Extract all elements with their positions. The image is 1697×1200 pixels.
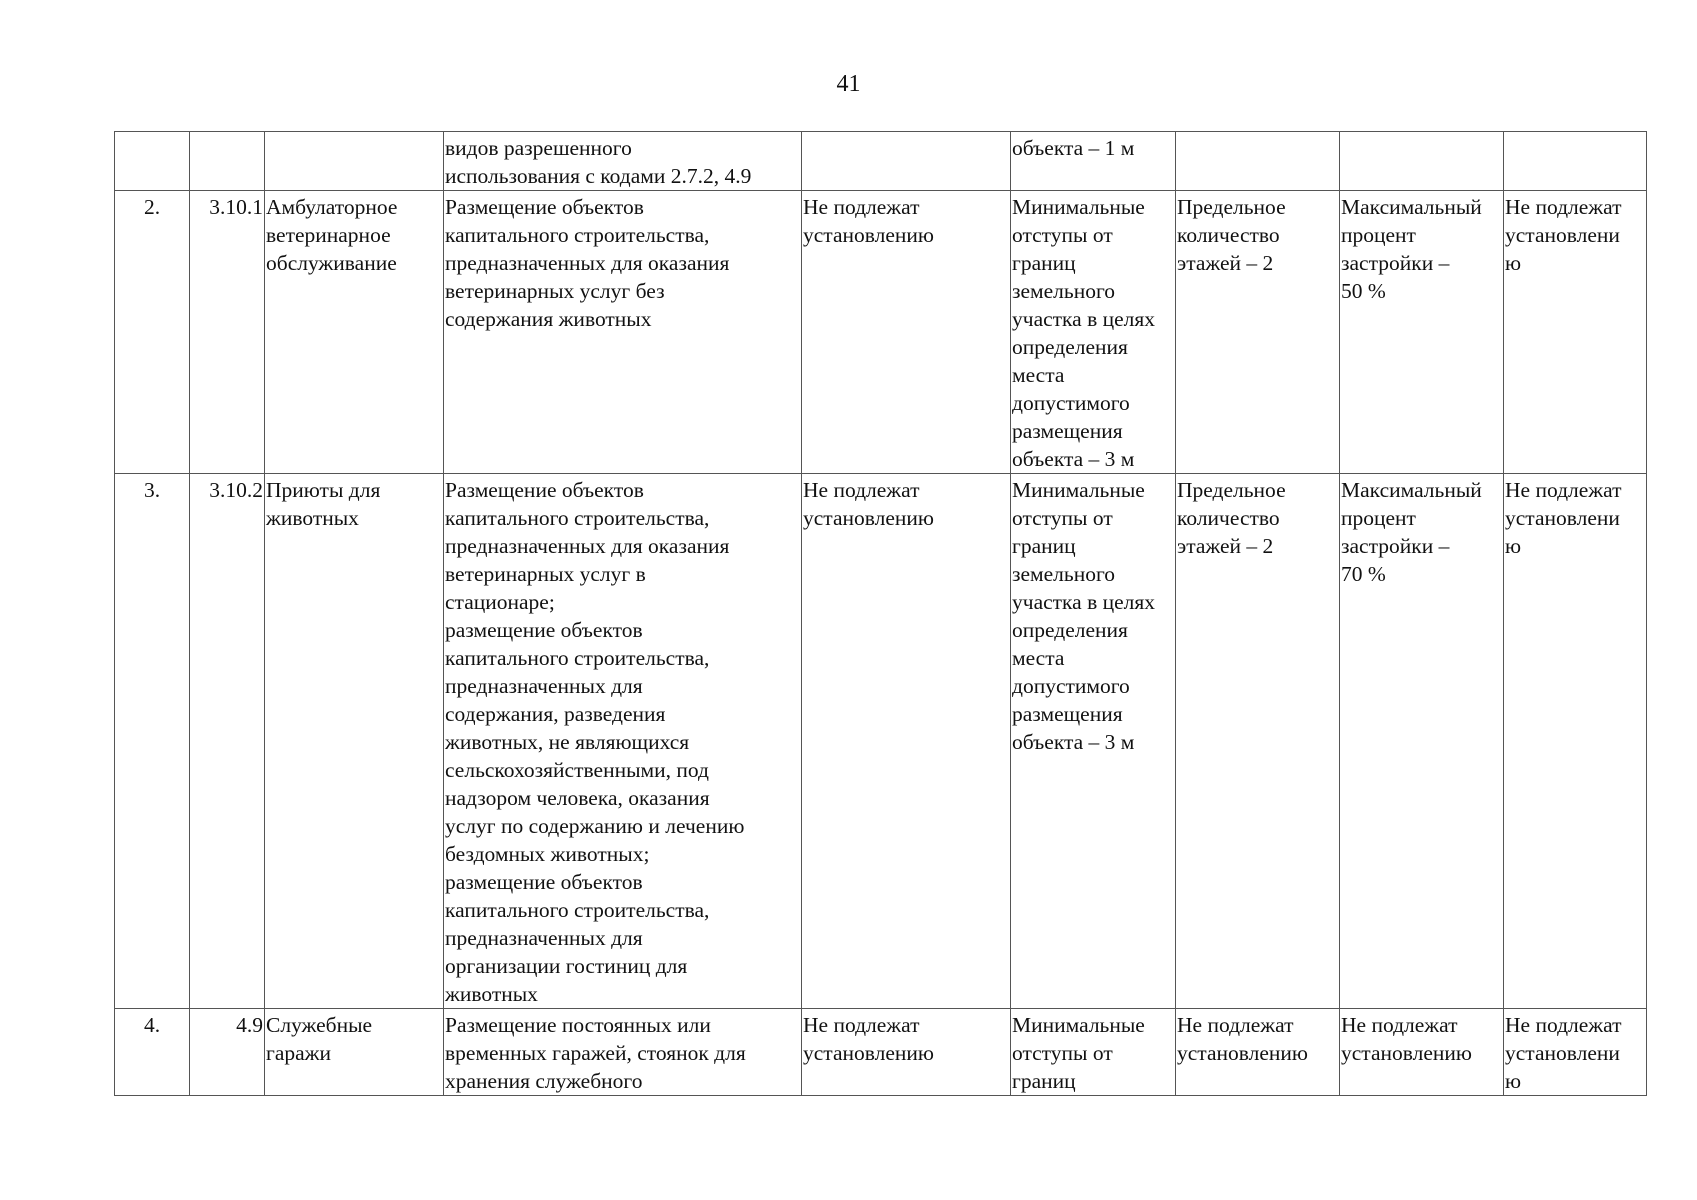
plot-area-cell: Не подлежат установлению	[802, 474, 1011, 1009]
table-row	[115, 191, 1647, 474]
use-description-cell: видов разрешенного использования с кодами 2.7.2, 4.9	[444, 132, 802, 191]
use-code-cell: 3.10.1	[190, 191, 265, 474]
land-use-table	[114, 131, 1647, 1096]
row-number-cell: 4.	[115, 1009, 190, 1096]
coverage-cell: Максимальный процент застройки – 70 %	[1340, 474, 1504, 1009]
plot-area-cell: Не подлежат установлению	[802, 1009, 1011, 1096]
other-params-cell: Не подлежат установлени ю	[1504, 1009, 1647, 1096]
coverage-cell	[1340, 132, 1504, 191]
use-name-cell: Приюты для животных	[265, 474, 444, 1009]
use-name-cell: Амбулаторное ветеринарное обслуживание	[265, 191, 444, 474]
setbacks-cell: Минимальные отступы от границ земельного участка в целях определения места допустимого размещения объекта – 3 м	[1011, 191, 1176, 474]
row-number-cell: 2.	[115, 191, 190, 474]
use-name-cell	[265, 132, 444, 191]
other-params-cell	[1504, 132, 1647, 191]
other-params-cell: Не подлежат установлени ю	[1504, 191, 1647, 474]
table-row	[115, 1009, 1647, 1096]
use-description-cell: Размещение объектов капитального строительства, предназначенных для оказания ветеринарных услуг без содержания животных	[444, 191, 802, 474]
row-number-cell	[115, 132, 190, 191]
table-row	[115, 474, 1647, 1009]
coverage-cell: Максимальный процент застройки – 50 %	[1340, 191, 1504, 474]
coverage-cell: Не подлежат установлению	[1340, 1009, 1504, 1096]
plot-area-cell: Не подлежат установлению	[802, 191, 1011, 474]
floors-cell	[1176, 132, 1340, 191]
use-name-cell: Служебные гаражи	[265, 1009, 444, 1096]
setbacks-cell: Минимальные отступы от границ	[1011, 1009, 1176, 1096]
other-params-cell: Не подлежат установлени ю	[1504, 474, 1647, 1009]
floors-cell: Не подлежат установлению	[1176, 1009, 1340, 1096]
use-description-cell: Размещение объектов капитального строительства, предназначенных для оказания ветеринарных услуг в стационаре; размещение объектов капитального строительства, предназначенных для содержания, разведения животных, не являющихся сельскохозяйственными, под надзором человека, оказания услуг по содержанию и лечению бездомных животных; размещение объектов капитального строительства, предназначенных для организации гостиниц для животных	[444, 474, 802, 1009]
table-row	[115, 132, 1647, 191]
floors-cell: Предельное количество этажей – 2	[1176, 474, 1340, 1009]
floors-cell: Предельное количество этажей – 2	[1176, 191, 1340, 474]
setbacks-cell: Минимальные отступы от границ земельного участка в целях определения места допустимого размещения объекта – 3 м	[1011, 474, 1176, 1009]
use-code-cell: 3.10.2	[190, 474, 265, 1009]
plot-area-cell	[802, 132, 1011, 191]
row-number-cell: 3.	[115, 474, 190, 1009]
use-code-cell	[190, 132, 265, 191]
use-code-cell: 4.9	[190, 1009, 265, 1096]
page-number: 41	[836, 71, 861, 97]
setbacks-cell: объекта – 1 м	[1011, 132, 1176, 191]
use-description-cell: Размещение постоянных или временных гаражей, стоянок для хранения служебного	[444, 1009, 802, 1096]
